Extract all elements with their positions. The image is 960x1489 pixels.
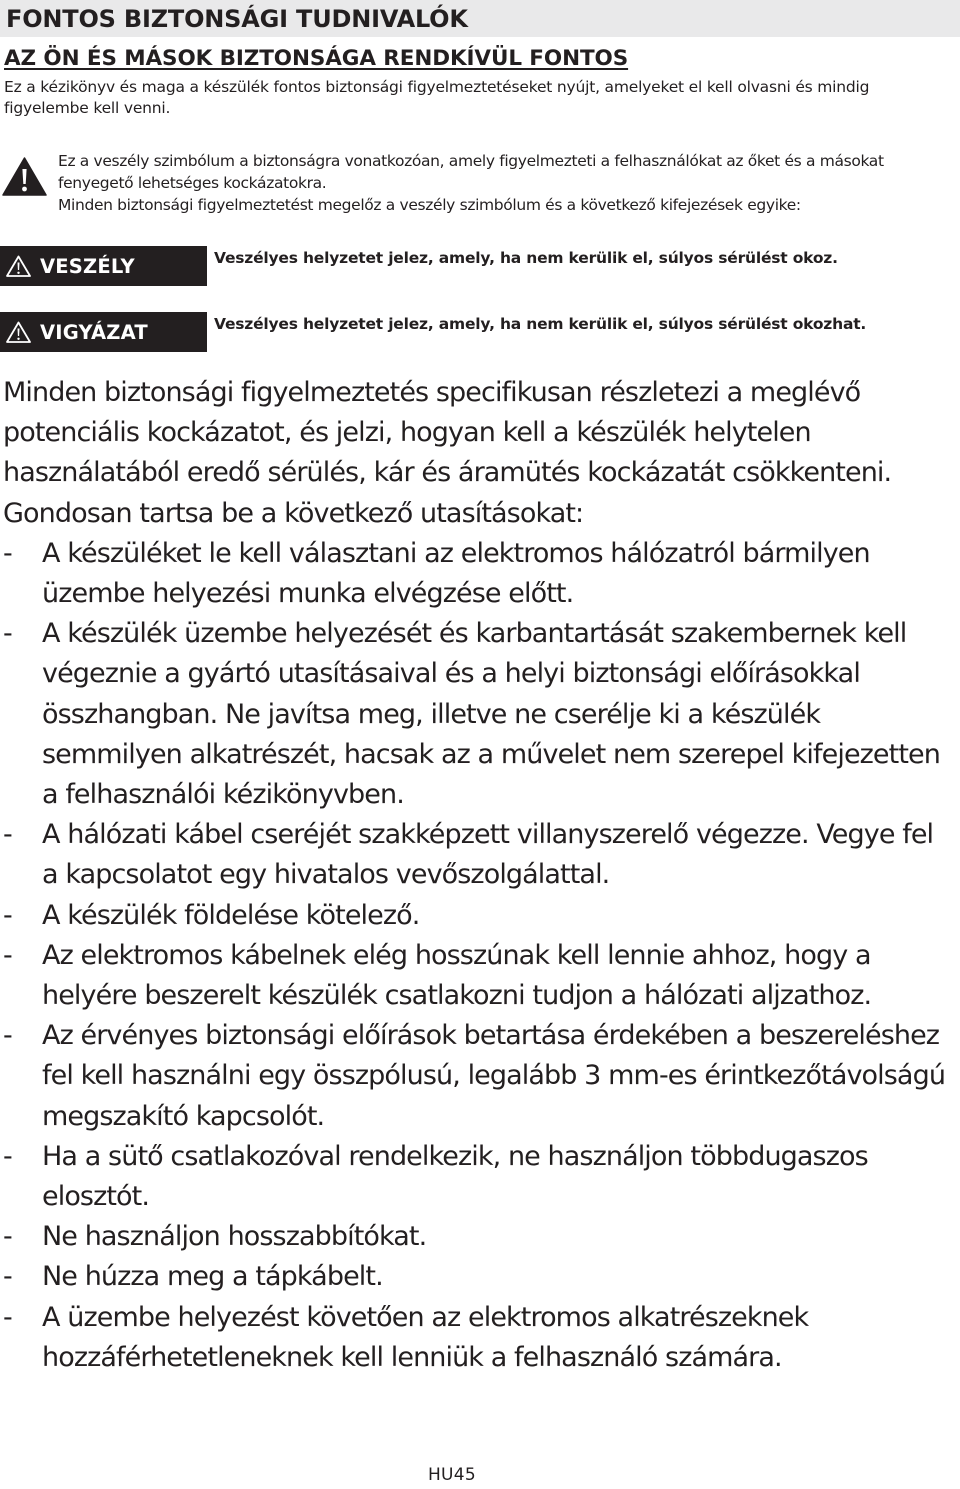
list-item: - Ne használjon hosszabbítókat. — [3, 1217, 953, 1257]
intro-text: Ez a kézikönyv és maga a készülék fontos biztonsági figyelmeztetéseket nyújt, amelyeket el kell olvasni és mindig figyelembe kell venni. — [4, 78, 870, 117]
warning-paragraph: Minden biztonsági figyelmeztetés specifikusan részletezi a meglévő potenciális kockázatot, és jelzi, hogyan kell a készülék helytelen használatából eredő sérülés, kár és áramütés kockázatát csökkenteni. — [3, 377, 892, 489]
list-item: - A készülék üzembe helyezését és karbantartását szakembernek kell végeznie a gyártó utasításaival és a helyi biztonsági előírásokkal összhangban. Ne javítsa meg, illetve ne cserélje ki a készülék semmilyen alkatrészét, hacsak az a művelet nem szerepel kifejezetten a felhasználói kézikönyvben. — [3, 614, 953, 815]
list-item: - A üzembe helyezést követően az elektromos alkatrészeknek hozzáférhetetleneknek kell lenniük a felhasználó számára. — [3, 1298, 953, 1378]
instructions-intro: Gondosan tartsa be a következő utasításokat: — [3, 497, 584, 529]
danger-badge — [0, 246, 207, 286]
caution-badge — [0, 312, 207, 352]
list-item: - A hálózati kábel cseréjét szakképzett villanyszerelő végezze. Vegye fel a kapcsolatot egy hivatalos vevőszolgálattal. — [3, 815, 953, 895]
instructions-section — [3, 373, 953, 1378]
danger-description: Veszélyes helyzetet jelez, amely, ha nem kerülik el, súlyos sérülést okoz. — [214, 249, 838, 267]
warning-triangle-icon — [2, 157, 47, 196]
symbol-keywords-intro: Minden biztonsági figyelmeztetést megelőz a veszély szimbólum és a következő kifejezések egyike: — [58, 196, 801, 214]
page-number: HU45 — [427, 1465, 477, 1485]
list-item: - Az érvényes biztonsági előírások betartása érdekében a beszereléshez fel kell használni egy összpólusú, legalább 3 mm-es érintkezőtávolságú megszakító kapcsolót. — [3, 1016, 953, 1137]
list-item: - A készülék földelése kötelező. — [3, 896, 953, 936]
warning-triangle-icon — [6, 321, 31, 343]
section-subtitle: AZ ÖN ÉS MÁSOK BIZTONSÁGA RENDKÍVÜL FONTOS — [4, 46, 629, 71]
warning-triangle-icon — [6, 255, 31, 277]
list-item: - Az elektromos kábelnek elég hosszúnak kell lennie ahhoz, hogy a helyére beszerelt készülék csatlakozni tudjon a hálózati aljzathoz. — [3, 936, 953, 1016]
page-title: FONTOS BIZTONSÁGI TUDNIVALÓK — [6, 5, 468, 33]
danger-label: VESZÉLY — [40, 254, 135, 278]
list-item: - Ha a sütő csatlakozóval rendelkezik, ne használjon többdugaszos elosztót. — [3, 1137, 953, 1217]
caution-description: Veszélyes helyzetet jelez, amely, ha nem kerülik el, súlyos sérülést okozhat. — [214, 315, 867, 333]
instruction-list — [3, 534, 953, 1378]
caution-label: VIGYÁZAT — [40, 320, 148, 344]
symbol-explanation-line: Ez a veszély szimbólum a biztonságra vonatkozóan, amely figyelmezteti a felhasználókat az őket és a másokat fenyegető lehetséges kockázatokra. — [58, 152, 884, 192]
symbol-explanation — [58, 150, 953, 216]
list-item: - Ne húzza meg a tápkábelt. — [3, 1257, 953, 1297]
list-item: - A készüléket le kell választani az elektromos hálózatról bármilyen üzembe helyezési munka elvégzése előtt. — [3, 534, 953, 614]
